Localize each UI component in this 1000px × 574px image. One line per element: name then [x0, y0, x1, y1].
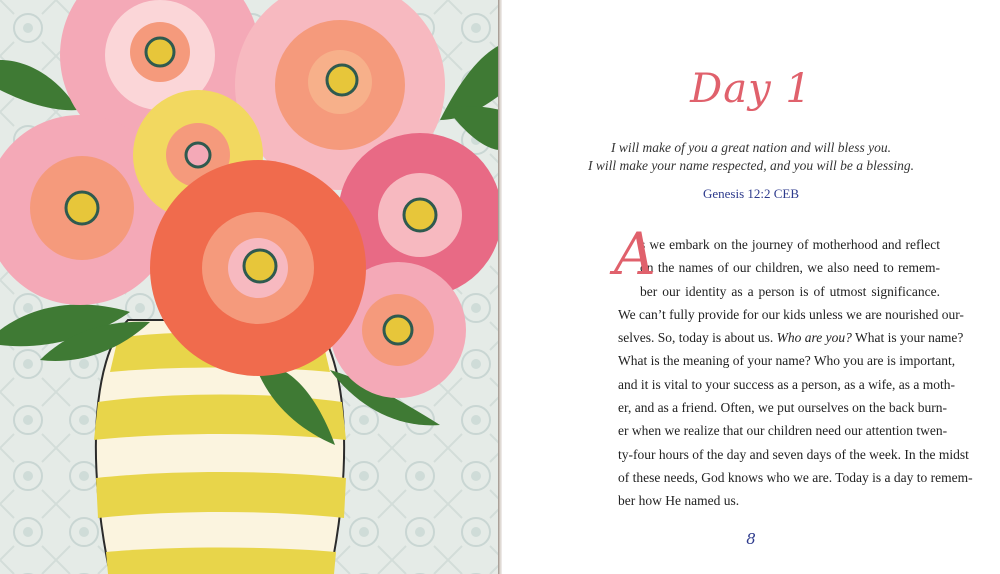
page-number: 8 [746, 530, 756, 548]
body-line: of these needs, God knows who we are. Today is a day to remem- [618, 469, 973, 485]
drop-cap: A [614, 220, 656, 288]
body-line-part: What is your name? [851, 330, 964, 346]
body-line: on the names of our children, we also need to remem- [640, 260, 940, 276]
scripture-reference: Genesis 12:2 CEB [702, 186, 800, 201]
body-line-part: selves. So, today is about us. [618, 330, 774, 346]
body-line [618, 326, 964, 349]
text-page [502, 0, 1000, 574]
body-line: ty-four hours of the day and seven days of the week. In the midst [618, 446, 969, 462]
devotional-body [614, 220, 973, 513]
body-line: We can’t fully provide for our kids unless we are nourished our- [618, 306, 964, 322]
body-line: What is the meaning of your name? Who you are is important, [618, 353, 956, 369]
page-title: Day 1 [690, 66, 812, 112]
body-line: and it is vital to your success as a person, as a wife, as a moth- [618, 376, 956, 392]
body-line: ber our identity as a person is of utmost significance. [640, 283, 940, 299]
body-line: s we embark on the journey of motherhood and reflect [640, 237, 940, 252]
body-line: er when we realize that our children need our attention twen- [618, 423, 948, 439]
body-line: er, and as a friend. Often, we put ourselves on the back burn- [618, 400, 947, 416]
scripture-verse-line-1: I will make of you a great nation and will bless you. [611, 140, 891, 155]
body-line-italic: Who are you? [776, 330, 852, 346]
body-line: ber how He named us. [618, 493, 740, 509]
flower-center-coral [150, 160, 366, 376]
scripture-verse-line-2: I will make your name respected, and you will be a blessing. [587, 158, 915, 173]
